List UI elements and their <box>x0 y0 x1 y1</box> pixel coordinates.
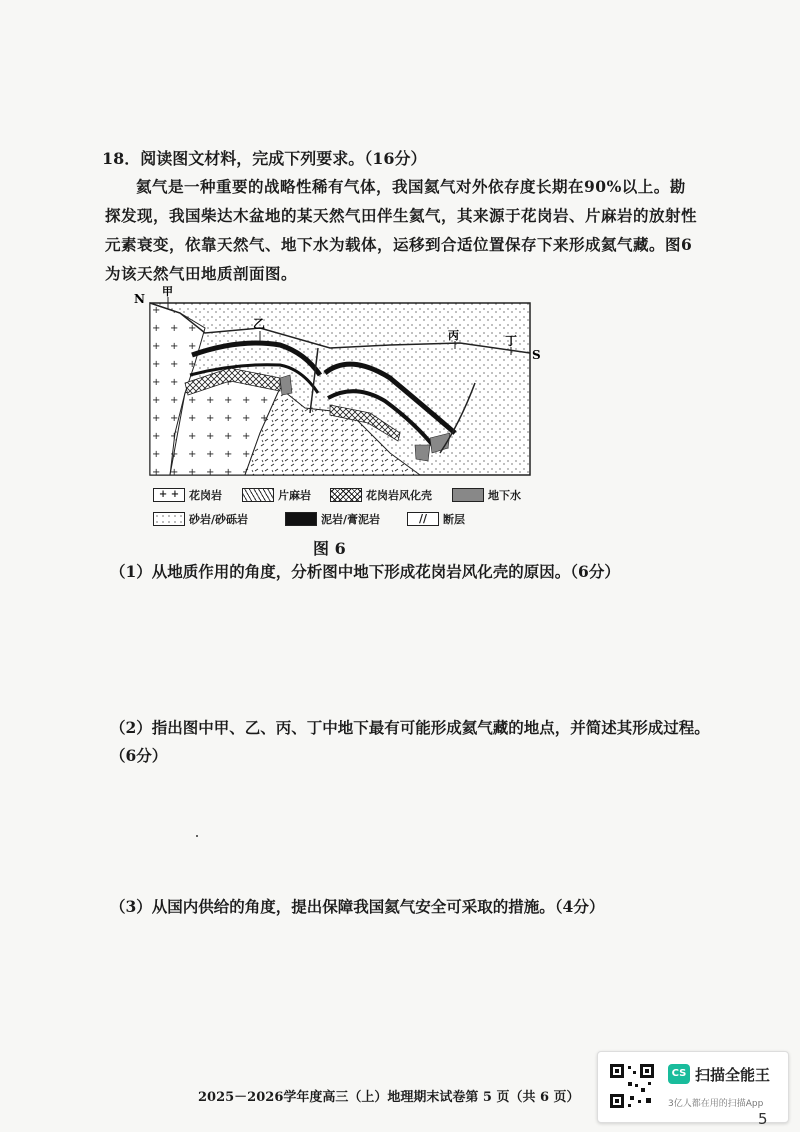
gneiss-swatch-icon <box>242 488 274 502</box>
material-paragraph: 氦气是一种重要的战略性稀有气体，我国氦气对外依存度长期在90%以上。勘探发现，我国柴达木盆地的某天然气田伴生氦气，其来源于花岗岩、片麻岩的放射性元素衰变，依靠天然气、地下水为载体，运移到合适位置保存下来形成氦气藏。图6为该天然气田地质剖面图。 <box>105 177 698 283</box>
stray-mark <box>196 835 198 837</box>
qr-code-icon <box>608 1062 656 1110</box>
legend-mudstone: 泥岩/膏泥岩 <box>285 511 380 527</box>
figure-caption: 图 6 <box>313 539 346 558</box>
label-south: S <box>532 348 541 362</box>
scanner-brand: 扫描全能王 <box>695 1066 771 1084</box>
cs-logo-icon: CS <box>668 1064 690 1084</box>
sub-question-2: （2）指出图中甲、乙、丙、丁中地下最有可能形成氦气藏的地点，并简述其形成过程。（6分） <box>110 718 710 765</box>
legend-sandstone: 砂岩/砂砾岩 <box>153 511 248 527</box>
page-footer: 2025－2026学年度高三（上）地理期末试卷第 5 页（共 6 页） <box>198 1090 580 1105</box>
weathering-swatch-icon <box>330 488 362 502</box>
label-ding: 丁 <box>505 334 518 348</box>
label-jia: 甲 <box>162 285 173 298</box>
sub-question-1: （1）从地质作用的角度，分析图中地下形成花岗岩风化壳的原因。（6分） <box>110 562 620 581</box>
legend-granite: + + 花岗岩 <box>153 487 222 503</box>
fault-swatch-icon: // <box>407 512 439 526</box>
label-yi: 乙 <box>253 317 266 331</box>
legend-groundwater: 地下水 <box>452 487 521 503</box>
sandstone-swatch-icon <box>153 512 185 526</box>
sub-question-3: （3）从国内供给的角度，提出保障我国氦气安全可采取的措施。（4分） <box>110 897 605 916</box>
legend-fault: // 断层 <box>407 511 465 527</box>
mudstone-swatch-icon <box>285 512 317 526</box>
legend-gneiss: 片麻岩 <box>242 487 311 503</box>
legend-weathering: 花岗岩风化壳 <box>330 487 432 503</box>
granite-swatch-icon: + + <box>153 488 185 502</box>
groundwater-swatch-icon <box>452 488 484 502</box>
question-title: 18．阅读图文材料，完成下列要求。（16分） <box>102 149 427 168</box>
page-number: 5 <box>758 1110 768 1128</box>
label-bing: 丙 <box>448 329 459 342</box>
label-north: N <box>134 292 145 306</box>
scanner-tagline: 3亿人都在用的扫描App <box>668 1099 764 1109</box>
